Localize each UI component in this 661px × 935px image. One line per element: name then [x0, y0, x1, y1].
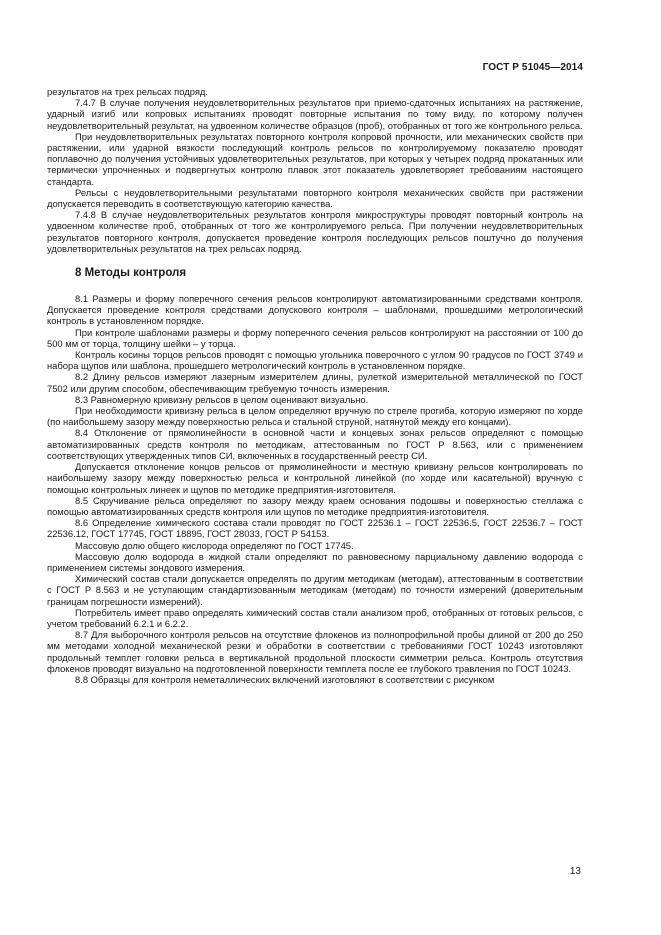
paragraph-8-8: 8.8 Образцы для контроля неметаллических включений изготовляют в соответствии с рисунком: [75, 673, 495, 685]
paragraph-8-2: 8.2 Длину рельсов измеряют лазерным измерителем длины, рулеткой измерительной металлической по ГОСТ 7502 или другим способом, обеспечивающим требуемую точность измерения.: [47, 371, 583, 394]
paragraph-8-7: 8.7 Для выборочного контроля рельсов на отсутствие флокенов из полнопрофильной пробы длиной от 200 до 250 мм методами холодной механической резки и обработки в соответствии с требованиями ГОСТ 10243 изготовляют продольный темплет головки рельса в вертикальной продольной плоскости симметрии рельса. Контроль отсутствия флокенов проводят визуально на подготовленной поверхности темплета после ее глубокого травления по ГОСТ 10243.: [47, 629, 583, 674]
paragraph-hydrogen: Массовую долю водорода в жидкой стали определяют по равновесному парциальному давлению водорода с применением системы зондового измерения.: [47, 550, 583, 573]
paragraph-end-deviation: Допускается отклонение концов рельсов от прямолинейности и местную кривизну рельсов контролировать по наибольшему зазору между поверхностью рельса и контрольной линейкой (по хорде или касательной) вручную с помощью контрольных линеек и щупов по методике предприятия-изготовителя.: [47, 461, 583, 495]
paragraph-8-3: 8.3 Равномерную кривизну рельсов в целом оценивают визуально.: [75, 393, 369, 405]
paragraph-chem-methods: Химический состав стали допускается определять по другим методикам (методам), аттестованным в соответствии с ГОСТ Р 8.563 и не уступающим стандартизованным методикам (методам) по точности измерений (доверительным границам погрешности измерений).: [47, 573, 583, 607]
paragraph-8-5: 8.5 Скручивание рельса определяют по зазору между краем основания подошвы и поверхностью стеллажа с помощью автоматизированных средств контроля или щупов по методике предприятия-изготовителя.: [47, 494, 583, 517]
paragraph-curvature: При необходимости кривизну рельса в целом определяют вручную по стреле прогиба, которую измеряют по хорде (по наибольшему зазору между поверхностью рельса и стальной струной, натянутой между его концами).: [47, 405, 583, 428]
paragraph-repeat-control: При неудовлетворительных результатах повторного контроля копровой прочности, или механических свойств при растяжении, или ударной вязкости последующий контроль рельсов по контролируемому показателю проводят поплавочно до получения устойчивых удовлетворительных результатов, при которых у четырех подряд прокатанных или термически упрочненных и подвергнутых контролю плавок этот показатель удовлетворяет требованиям настоящего стандарта.: [47, 130, 583, 187]
paragraph-oxygen: Массовую долю общего кислорода определяют по ГОСТ 17745.: [75, 539, 354, 551]
paragraph-8-4: 8.4 Отклонение от прямолинейности в основной части и концевых зонах рельсов определяют с помощью автоматизированных средств контроля по методикам, аттестованным по ГОСТ Р 8.563, или с применением соответствующих утвержденных типов СИ, включенных в государственный реестр СИ.: [47, 427, 583, 461]
body-text: [47, 86, 583, 685]
paragraph-end-squareness: Контроль косины торцов рельсов проводят с помощью угольника поверочного с углом 90 градусов по ГОСТ 3749 и набора щупов или шаблона, прошедшего метрологический контроль в установленном порядке.: [47, 349, 583, 372]
paragraph-consumer-right: Потребитель имеет право определять химический состав стали анализом проб, отобранных от готовых рельсов, с учетом требований 6.2.1 и 6.2.2.: [47, 606, 583, 629]
paragraph-quality-category: Рельсы с неудовлетворительными результатами повторного контроля механических свойств при растяжении допускается переводить в соответствующую категорию качества.: [47, 186, 583, 210]
standard-header: ГОСТ Р 51045—2014: [482, 62, 583, 73]
paragraph-template-control: При контроле шаблонами размеры и форму поперечного сечения рельсов контролируют на расстоянии от 100 до 500 мм от торца, толщину шейки – у торца.: [47, 326, 583, 349]
paragraph-8-6: 8.6 Определение химического состава стали проводят по ГОСТ 22536.1 – ГОСТ 22536.5, ГОСТ 22536.7 – ГОСТ 22536.12, ГОСТ 17745, ГОСТ 18895, ГОСТ 28033, ГОСТ Р 54153.: [47, 517, 583, 540]
page-number: 13: [569, 866, 581, 877]
section-heading: 8 Методы контроля: [75, 267, 187, 280]
paragraph-continuation: результатов на трех рельсах подряд.: [47, 86, 208, 97]
paragraph-7-4-8: 7.4.8 В случае неудовлетворительных результатов контроля микроструктуры проводят повторный контроль на удвоенном количестве проб, отобранных от того же контролируемого рельса. При получении неудовлетворительных результатов повторного контроля, допускается проведение контроля последующих рельсов поштучно до получения удовлетворительных результатов на трех рельсах подряд.: [47, 209, 583, 254]
paragraph-7-4-7: 7.4.7 В случае получения неудовлетворительных результатов при приемо-сдаточных испытаниях на растяжение, ударный изгиб или копровых испытаниях проводят повторные испытания по тому виду, по которому получен неудовлетворительный результат, на удвоенном количестве образцов (проб), отобранных от того же контрольного рельса.: [47, 97, 583, 131]
paragraph-8-1: 8.1 Размеры и форму поперечного сечения рельсов контролируют автоматизированными средствами контроля. Допускается проведение контроля средствами допускового контроля – шаблонами, прошедшими метрологический контроль в установленном порядке.: [47, 293, 583, 327]
